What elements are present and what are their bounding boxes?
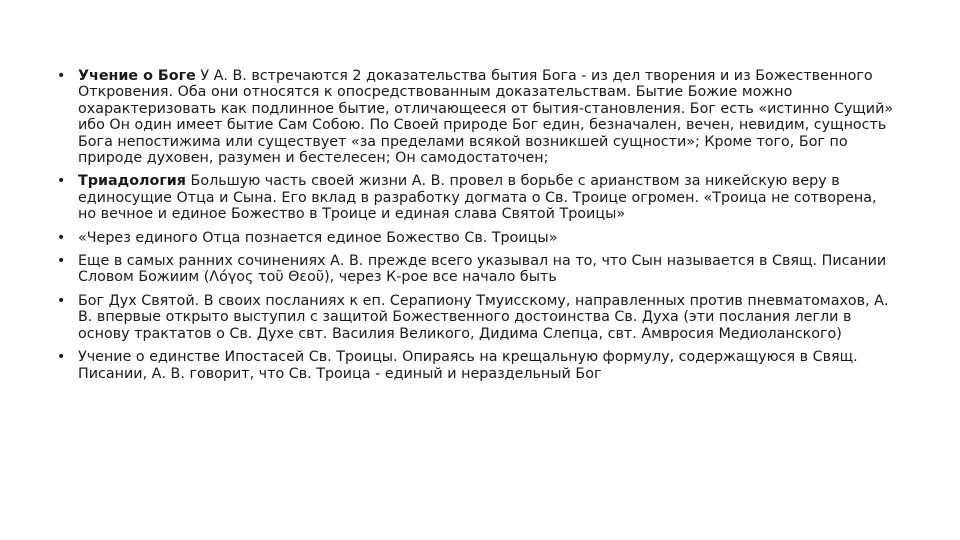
bullet-item [56, 293, 896, 342]
bullet-item [56, 349, 896, 382]
bullet-text: Большую часть своей жизни А. В. провел в борьбе с арианством за никейскую веру в единосущие Отца и Сына. Его вклад в разработку догмата о Св. Троице огромен. «Троица не сотворена, но вечное и единое Божество в Троице и единая слава Святой Троицы» [78, 173, 877, 223]
bullet-text: «Через единого Отца познается единое Божество Св. Троицы» [78, 229, 558, 246]
bullet-item [56, 230, 896, 246]
bullet-lead: Учение о Боге [78, 68, 196, 84]
bullet-text: У А. В. встречаются 2 доказательства бытия Бога - из дел творения и из Божественного Откровения. Оба они относятся к опосредствованным доказательствам. Бытие Божие можно охарактеризовать как подлинное бытие, отличающееся от бытия-становления. Бог есть «истинно Сущий» ибо Он один имеет бытие Сам Собою. По Своей природе Бог един, безначален, вечен, невидим, сущность Бога непостижима или существует «за пределами всякой возникшей сущности»; Кроме того, Бог по природе духовен, разумен и бестелесен; Он самодостаточен; [78, 68, 894, 167]
bullet-dot-icon: • [57, 292, 66, 309]
bullet-dot-icon: • [57, 229, 66, 246]
bullet-dot-icon: • [57, 253, 66, 270]
bullet-text: Учение о единстве Ипостасей Св. Троицы. Опираясь на крещальную формулу, содержащуюся в Свящ. Писании, А. В. говорит, что Св. Троица - единый и нераздельный Бог [78, 349, 858, 382]
bullet-text: Еще в самых ранних сочинениях А. В. прежде всего указывал на то, что Сын называется в Свящ. Писании Словом Божиим (Λόγος τοῦ Θεοῦ), через К-рое все начало быть [78, 253, 887, 286]
bullet-dot-icon: • [57, 68, 66, 84]
bullet-dot-icon: • [57, 173, 66, 190]
bullet-item [56, 253, 896, 286]
bullet-lead: Триадология [78, 173, 186, 190]
bullet-list [56, 68, 896, 389]
bullet-item [56, 173, 896, 222]
bullet-text: Бог Дух Святой. В своих посланиях к еп. Серапиону Тмуисскому, направленных против пневматомахов, А. В. впервые открыто выступил с защитой Божественного достоинства Св. Духа (эти послания легли в основу трактатов о Св. Духе свт. Василия Великого, Дидима Слепца, свт. Амвросия Медиоланского) [78, 292, 889, 342]
bullet-item [56, 68, 896, 166]
bullet-dot-icon: • [57, 349, 66, 366]
